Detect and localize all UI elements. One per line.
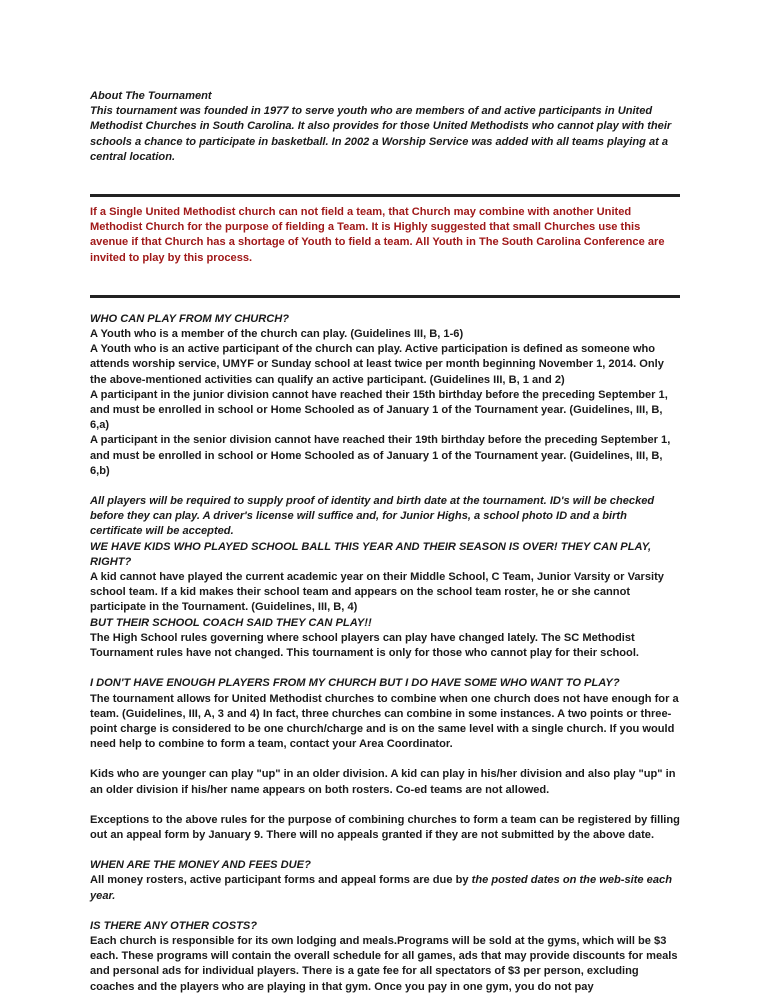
about-heading: About The Tournament: [90, 90, 212, 102]
costs-heading: IS THERE ANY OTHER COSTS?: [90, 919, 258, 932]
not-enough-heading: I DON'T HAVE ENOUGH PLAYERS FROM MY CHURCH BUT I DO HAVE SOME WHO WANT TO PLAY?: [90, 677, 620, 690]
coach-heading: BUT THEIR SCHOOL COACH SAID THEY CAN PLAY!!: [90, 616, 372, 629]
fees-body-italic: the posted dates on the web-site each year.: [90, 874, 672, 902]
who-can-play-heading: WHO CAN PLAY FROM MY CHURCH?: [90, 312, 290, 325]
combine-notice: If a Single United Methodist church can not field a team, that Church may combine with another United Methodist Church for the purpose of fielding a Team. It is Highly suggested that small Churches use this avenue if that Church has a shortage of Youth to field a team. All Youth in The South Carolina Conference are invited to play by this process.: [90, 206, 665, 264]
play-up-paragraph: Kids who are younger can play "up" in an older division. A kid can play in his/her division and also play "up" in an older division if his/her name appears on both rosters. Co-ed teams are not allowed.: [90, 768, 676, 796]
school-ball-body: A kid cannot have played the current academic year on their Middle School, C Team, Junior Varsity or Varsity school team. If a kid makes their school team and appears on the school team roster, he or she cannot participate in the Tournament. (Guidelines, III, B, 4): [90, 571, 664, 614]
fees-heading: WHEN ARE THE MONEY AND FEES DUE?: [90, 859, 311, 872]
who-can-play-line: A participant in the senior division cannot have reached their 19th birthday before the preceding September 1, and must be enrolled in school or Home Schooled as of January 1 of the Tournament year. (Guidelines, III, B, 6,b): [90, 434, 671, 477]
who-can-play-line: A Youth who is a member of the church can play. (Guidelines III, B, 1-6): [90, 328, 464, 341]
who-can-play-line: A participant in the junior division cannot have reached their 15th birthday before the preceding September 1, and must be enrolled in school or Home Schooled as of January 1 of the Tournament year. (Guidelines, III, B, 6,a): [90, 388, 668, 432]
coach-body: The High School rules governing where school players can play have changed lately. The SC Methodist Tournament rules have not changed. This tournament is only for those who cannot play for their school.: [90, 631, 639, 660]
document-page: [90, 89, 680, 995]
not-enough-body: The tournament allows for United Methodist churches to combine when one church does not have enough for a team. (Guidelines, III, A, 3 and 4) In fact, three churches can combine in some instances. A two points or three-point charge is considered to be one church/charge and is on the same level with a single church. If you would need help to combine to form a team, contact your Area Coordinator.: [90, 692, 679, 751]
exceptions-paragraph: Exceptions to the above rules for the purpose of combining churches to form a team can be registered by filling out an appeal form by January 9. There will no appeals granted if they are not submitted by the above date.: [90, 813, 680, 841]
school-ball-heading: WE HAVE KIDS WHO PLAYED SCHOOL BALL THIS YEAR AND THEIR SEASON IS OVER! THEY CAN PLAY, RIGHT?: [90, 540, 652, 568]
id-requirement-note: All players will be required to supply proof of identity and birth date at the tournament. ID's will be checked before they can play. A driver's license will suffice and, for Junior Highs, a school photo ID and a birth certificate will be accepted.: [90, 495, 655, 538]
about-body: This tournament was founded in 1977 to serve youth who are members of and active participants in United Methodist Churches in South Carolina. It also provides for those United Methodists who cannot play with their schools a chance to participate in basketball. In 2002 a Worship Service was added with all teams playing at a central location.: [90, 105, 672, 163]
fees-body-plain: All money rosters, active participant forms and appeal forms are due by: [90, 874, 472, 887]
costs-body: Each church is responsible for its own lodging and meals.Programs will be sold at the gyms, which will be $3 each. These programs will contain the overall schedule for all games, ads that may provide discounts for meals and personal ads for individual players. There is a gate fee for all spectators of $3 per person, excluding coaches and the players who are playing in that gym. Once you pay in one gym, you do not pay: [90, 934, 678, 993]
who-can-play-line: A Youth who is an active participant of the church can play. Active participation is defined as someone who attends worship service, UMYF or Sunday school at least twice per month beginning November 1, 2014. Only the above-mentioned activities can qualify an active participant. (Guidelines III, B, 1 and 2): [90, 343, 664, 386]
fees-body: [90, 873, 680, 903]
